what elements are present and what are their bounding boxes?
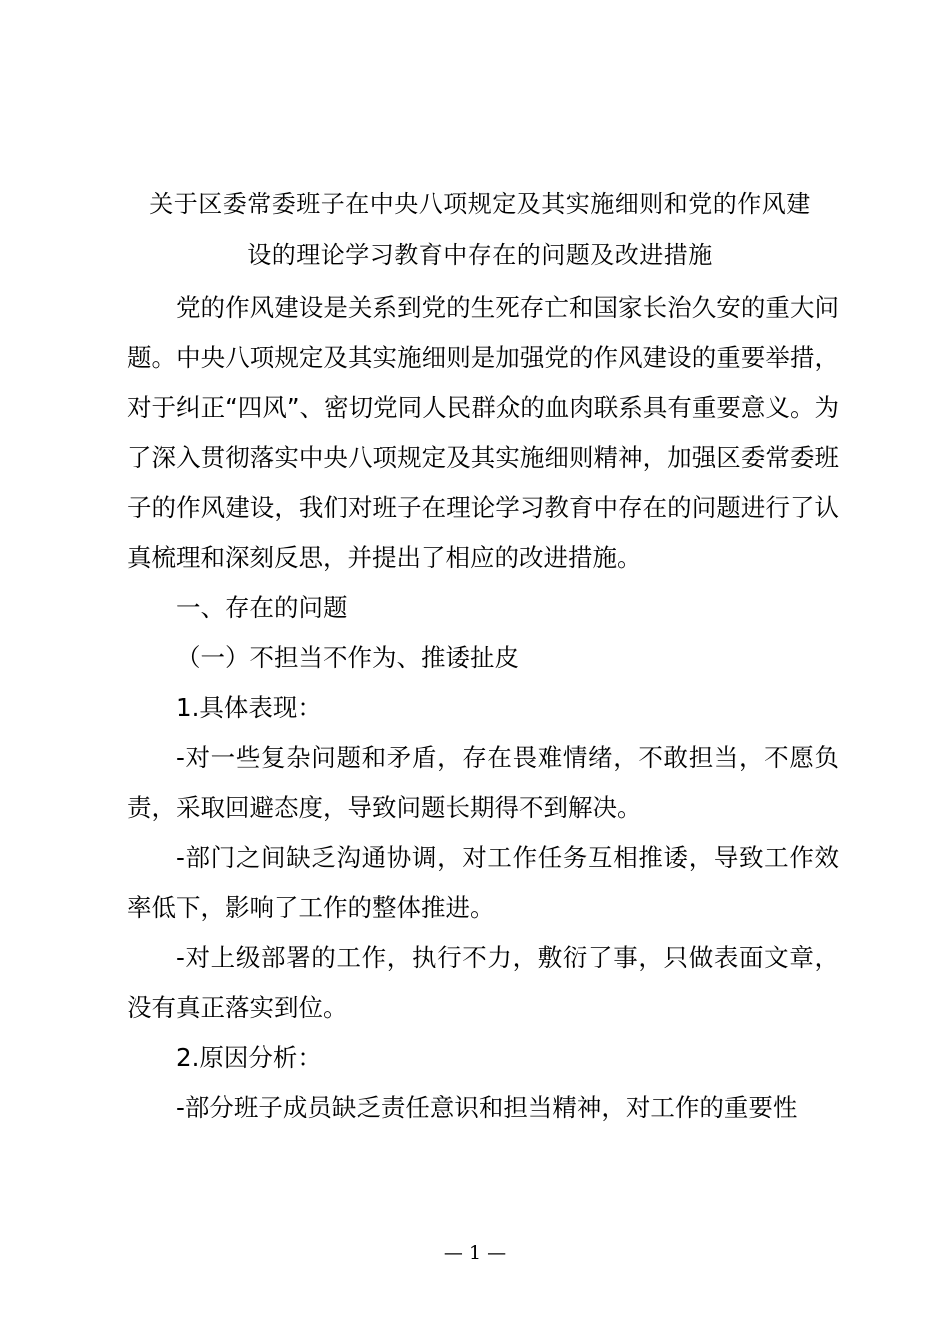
bullet-paragraph-1: -对一些复杂问题和矛盾，存在畏难情绪，不敢担当，不愿负责，采取回避态度，导致问题长期得不到解决。 — [127, 743, 839, 822]
document-title-line-1: 关于区委常委班子在中央八项规定及其实施细则和党的作风建 — [149, 190, 811, 218]
document-title-line-2: 设的理论学习教育中存在的问题及改进措施 — [247, 241, 713, 269]
document-body — [127, 283, 839, 1133]
bullet-paragraph-3: -对上级部署的工作，执行不力，敷衍了事，只做表面文章，没有真正落实到位。 — [127, 943, 839, 1022]
bullet-paragraph-4: -部分班子成员缺乏责任意识和担当精神，对工作的重要性 — [176, 1093, 798, 1122]
item-heading-causes: 2.原因分析： — [176, 1043, 322, 1072]
intro-paragraph: 党的作风建设是关系到党的生死存亡和国家长治久安的重大问题。中央八项规定及其实施细则是加强党的作风建设的重要举措，对于纠正“四风”、密切党同人民群众的血肉联系具有重要意义。为了深入贯彻落实中央八项规定及其实施细则精神，加强区委常委班子的作风建设，我们对班子在理论学习教育中存在的问题进行了认真梳理和深刻反思，并提出了相应的改进措施。 — [127, 293, 839, 572]
item-heading-manifestations: 1.具体表现： — [176, 693, 322, 722]
page-number: — 1 — — [443, 1242, 507, 1264]
section-heading-problems: 一、存在的问题 — [176, 593, 348, 622]
bullet-paragraph-2: -部门之间缺乏沟通协调，对工作任务互相推诿，导致工作效率低下，影响了工作的整体推进。 — [127, 843, 839, 922]
subsection-heading-1: （一）不担当不作为、推诿扯皮 — [176, 643, 519, 672]
